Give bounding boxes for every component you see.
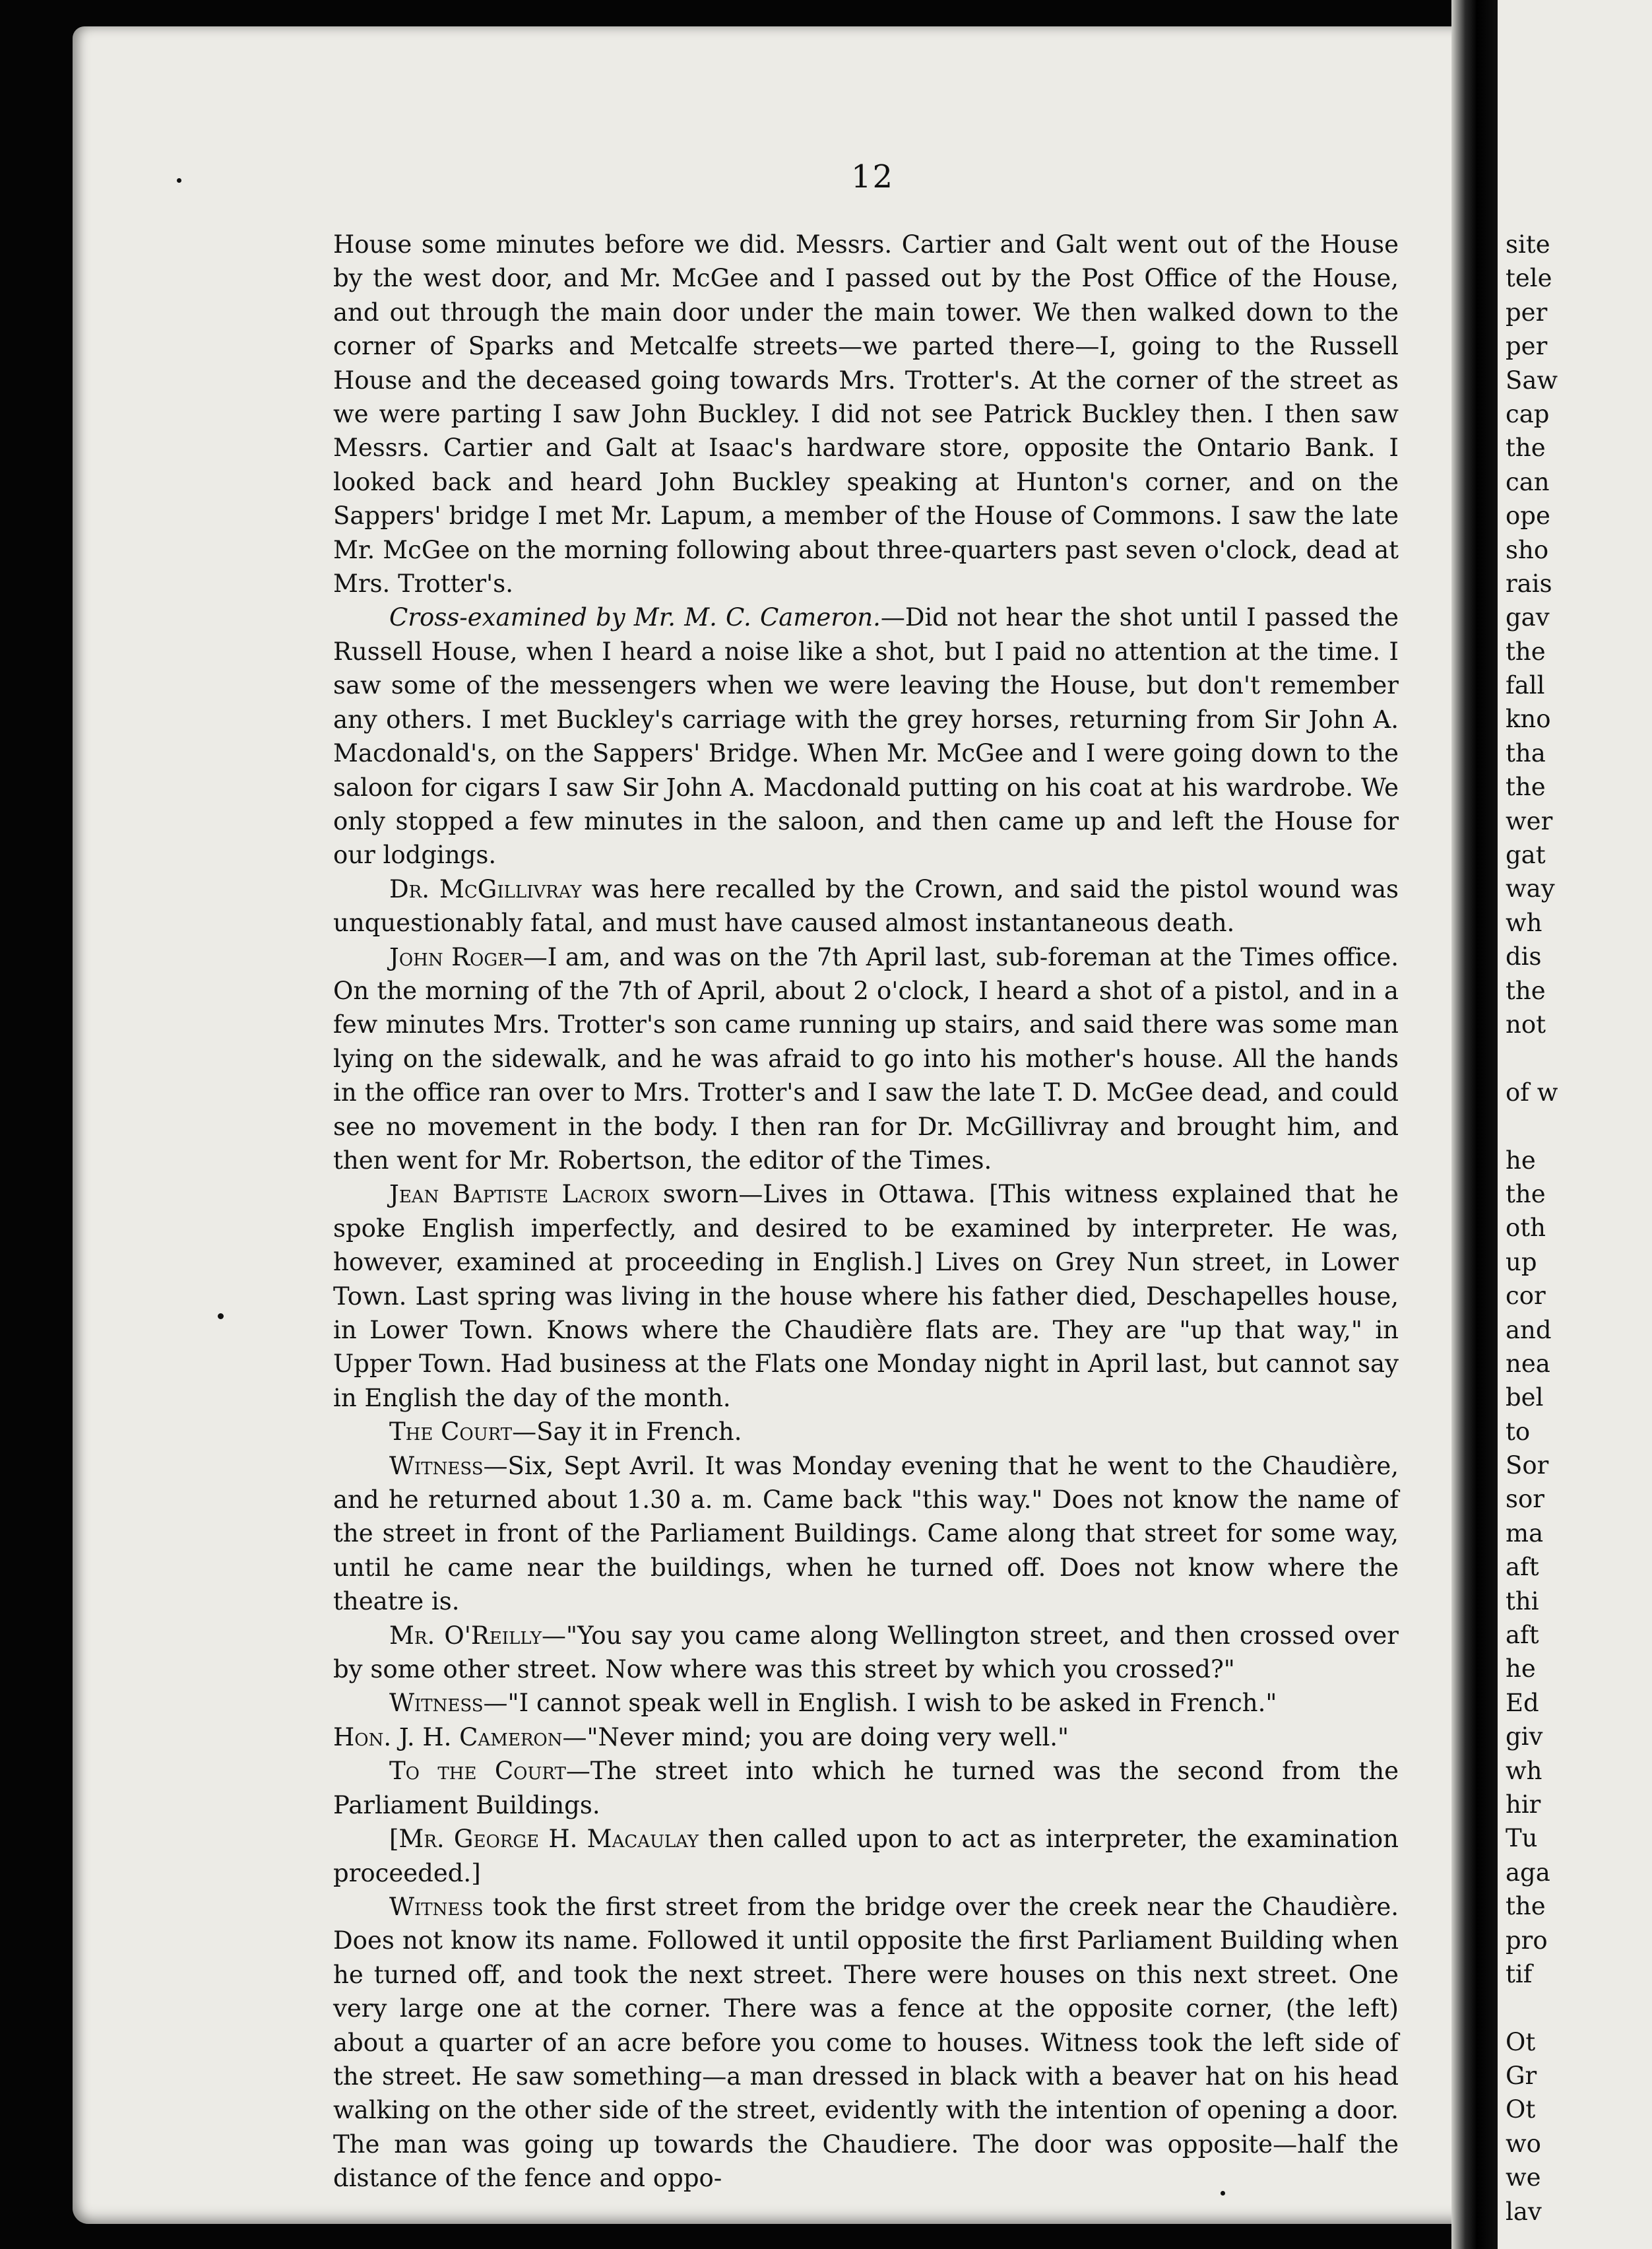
- adjacent-page-fragment: gav: [1506, 603, 1550, 632]
- paragraph-lead: Dr. McGillivray: [389, 874, 582, 903]
- adjacent-page-fragment: hir: [1506, 1790, 1541, 1819]
- paragraph-text: —"You say you came along Wellington street, and then crossed over by some other street. Now where was this street by which you crossed?": [333, 1621, 1399, 1684]
- page-number: 12: [851, 158, 895, 195]
- paragraph-text: House some minutes before we did. Messrs. Cartier and Galt went out of the House by the west door, and Mr. McGee and I passed out by the Post Office of the House, and out through the main door under the main tower. We then walked down to the corner of Sparks and Metcalfe streets—we parted there—I, going to the Russell House and the deceased going towards Mrs. Trotter's. At the corner of the street as we were parting I saw John Buckley. I did not see Patrick Buckley then. I then saw Messrs. Cartier and Galt at Isaac's hardware store, opposite the Ontario Bank. I looked back and heard John Buckley speaking at Hunton's corner, and on the Sappers' bridge I met Mr. Lapum, a member of the House of Commons. I saw the late Mr. McGee on the morning following about three-quarters past seven o'clock, dead at Mrs. Trotter's.: [333, 230, 1399, 599]
- paragraph-text: sworn—Lives in Ottawa. [This witness explained that he spoke English imperfectly, and desired to be examined by interpreter. He was, however, examined at proceeding in English.] Lives on Grey Nun street, in Lower Town. Last spring was living in the house where his father died, Deschapelles house, in Lower Town. Knows where the Chaudière flats are. They are "up that way," in Upper Town. Had business at the Flats one Monday night in April last, but cannot say in English the day of the month.: [333, 1180, 1399, 1412]
- adjacent-page-fragment: Sor: [1506, 1451, 1549, 1480]
- adjacent-page-fragment: sho: [1506, 535, 1549, 564]
- paragraph-lead: Cross-examined by Mr. M. C. Cameron.: [389, 603, 881, 632]
- adjacent-page-fragment: kno: [1506, 705, 1551, 734]
- adjacent-page-fragment: the: [1506, 976, 1546, 1005]
- paragraph-lead: To the Court: [389, 1757, 566, 1786]
- paragraph-text: —Did not hear the shot until I passed the Russell House, when I heard a noise like a shot, but I paid no attention at the time. I saw some of the messengers when we were leaving the House, but don't remember any others. I met Buckley's carriage with the grey horses, returning from Sir John A. Macdonald's, on the Sappers' Bridge. When Mr. McGee and I were going down to the saloon for cigars I saw Sir John A. Macdonald putting on his coat at his wardrobe. We only stopped a few minutes in the saloon, and then came up and left the House for our lodgings.: [333, 603, 1399, 870]
- adjacent-page-fragment: per: [1506, 332, 1548, 361]
- adjacent-page-fragment: the: [1506, 773, 1546, 802]
- paragraph: [333, 1415, 1399, 1449]
- adjacent-page-fragment: of w: [1506, 1078, 1558, 1107]
- adjacent-page-fragment: can: [1506, 467, 1550, 496]
- adjacent-page-fragment: the: [1506, 637, 1546, 666]
- adjacent-page-fragment: nea: [1506, 1349, 1550, 1378]
- adjacent-page-fragment: Tu: [1506, 1824, 1538, 1853]
- paragraph-text: —Six, Sept Avril. It was Monday evening that he went to the Chaudière, and he returned about 1.30 a. m. Came back "this way." Does not know the name of the street in front of the Parliament Buildings. Came along that street for some way, until he came near the buildings, when he turned off. Does not know where the theatre is.: [333, 1451, 1399, 1616]
- paragraph-lead: John Roger: [389, 942, 523, 971]
- adjacent-page-fragment: site: [1506, 230, 1550, 259]
- adjacent-page-fragment: cor: [1506, 1282, 1546, 1311]
- paragraph: [333, 228, 1399, 601]
- paragraph-text: —Say it in French.: [512, 1418, 742, 1447]
- adjacent-page-fragment: aft: [1506, 1553, 1539, 1582]
- paragraph: [333, 1890, 1399, 2196]
- adjacent-page-fragment: Ot: [1506, 2027, 1536, 2056]
- adjacent-page-fragment: giv: [1506, 1722, 1543, 1751]
- ink-speck: [1221, 2191, 1225, 2196]
- paragraph-text: then called upon to act as interpreter, the examination proceeded.]: [333, 1825, 1399, 1887]
- adjacent-page-fragment: thi: [1506, 1586, 1539, 1615]
- adjacent-page-fragment: Ed: [1506, 1688, 1539, 1717]
- paragraph: [333, 1754, 1399, 1822]
- adjacent-page-fragment: dis: [1506, 942, 1542, 971]
- adjacent-page-fragment: Gr: [1506, 2062, 1537, 2091]
- adjacent-page-fragment: we: [1506, 2163, 1541, 2192]
- paragraph: [333, 1720, 1399, 1754]
- adjacent-page-fragment: up: [1506, 1247, 1537, 1276]
- adjacent-page-fragment: wh: [1506, 908, 1542, 937]
- adjacent-page-fragment: pro: [1506, 1926, 1548, 1955]
- adjacent-page-fragment: the: [1506, 1179, 1546, 1208]
- binding-gutter: [1451, 0, 1498, 2249]
- adjacent-page-fragment: gat: [1506, 841, 1546, 870]
- adjacent-page-fragment: and: [1506, 1315, 1552, 1344]
- adjacent-page-fragment: oth: [1506, 1214, 1546, 1243]
- paragraph: [333, 1177, 1399, 1415]
- adjacent-page-fragment: [1506, 1991, 1651, 2025]
- adjacent-page-fragment: cap: [1506, 399, 1550, 428]
- adjacent-page-fragment: per: [1506, 298, 1548, 327]
- ink-speck: [177, 178, 181, 183]
- adjacent-page-fragment: he: [1506, 1146, 1536, 1175]
- adjacent-page-fragment: tif: [1506, 1959, 1533, 1988]
- adjacent-page-fragment: the: [1506, 434, 1546, 463]
- adjacent-page-fragment: Ot: [1506, 2095, 1536, 2124]
- adjacent-page-fragment: ma: [1506, 1518, 1544, 1548]
- adjacent-page-fragment: lav: [1506, 2197, 1542, 2226]
- paragraph: [333, 940, 1399, 1178]
- adjacent-page-fragment: way: [1506, 874, 1555, 903]
- adjacent-page-fragment: tele: [1506, 264, 1552, 293]
- paragraph-text: —The street into which he turned was the second from the Parliament Buildings.: [333, 1757, 1399, 1819]
- paragraph: [333, 601, 1399, 872]
- paragraph-text: took the first street from the bridge over the creek near the Chaudière. Does not know its name. Followed it until opposite the first Parliament Building when he turned off, and took the next street. There were houses on this next street. One very large one at the corner. There was a fence at the opposite corner, (the left) about a quarter of an acre before you come to houses. Witness took the left side of the street. He saw something—a man dressed in black with a beaver hat on his head walking on the other side of the street, evidently with the intention of opening a door. The man was going up towards the Chaudiere. The door was opposite—half the distance of the fence and oppo-: [333, 1892, 1399, 2193]
- body-text: [333, 228, 1399, 2196]
- paragraph-lead: Witness: [389, 1451, 484, 1480]
- adjacent-page-fragment: not: [1506, 1010, 1546, 1039]
- adjacent-page-fragment: [1506, 1041, 1651, 1075]
- ink-speck: [218, 1313, 224, 1319]
- adjacent-page-text: [1506, 228, 1651, 2229]
- paragraph: [333, 1686, 1399, 1720]
- adjacent-page-fragment: ope: [1506, 502, 1550, 531]
- adjacent-page-fragment: wer: [1506, 806, 1553, 835]
- paragraph: [333, 1822, 1399, 1890]
- paragraph-lead: Hon. J. H. Cameron: [333, 1722, 563, 1751]
- paragraph-lead: Witness: [389, 1892, 484, 1921]
- paragraph-lead: The Court: [389, 1418, 513, 1447]
- adjacent-page-fragment: bel: [1506, 1383, 1544, 1412]
- adjacent-page-fragment: wo: [1506, 2129, 1541, 2158]
- adjacent-page-fragment: to: [1506, 1417, 1531, 1446]
- adjacent-page-fragment: Saw: [1506, 366, 1558, 395]
- adjacent-page-fragment: the: [1506, 1892, 1546, 1921]
- paragraph-text: —I am, and was on the 7th April last, sub-foreman at the Times office. On the morning of the 7th of April, about 2 o'clock, I heard a shot of a pistol, and in a few minutes Mrs. Trotter's son came running up stairs, and said there was some man lying on the sidewalk, and he was afraid to go into his mother's house. All the hands in the office ran over to Mrs. Trotter's and I saw the late T. D. McGee dead, and could see no movement in the body. I then ran for Dr. McGillivray and brought him, and then went for Mr. Robertson, the editor of the Times.: [333, 942, 1399, 1175]
- paragraph-lead: Witness: [389, 1689, 484, 1718]
- adjacent-page-fragment: aga: [1506, 1858, 1550, 1887]
- paragraph: [333, 1449, 1399, 1619]
- adjacent-page-fragment: fall: [1506, 671, 1545, 700]
- paragraph-text: —"Never mind; you are doing very well.": [562, 1722, 1069, 1751]
- paragraph: [333, 1619, 1399, 1687]
- adjacent-page-fragment: rais: [1506, 569, 1552, 598]
- paragraph-lead: Mr. O'Reilly: [389, 1621, 542, 1650]
- paragraph: [333, 872, 1399, 940]
- paragraph-text: was here recalled by the Crown, and said the pistol wound was unquestionably fatal, and must have caused almost instantaneous death.: [333, 874, 1399, 938]
- adjacent-page-fragment: wh: [1506, 1756, 1542, 1785]
- adjacent-page-fragment: sor: [1506, 1485, 1544, 1514]
- adjacent-page-fragment: he: [1506, 1654, 1536, 1683]
- adjacent-page-fragment: aft: [1506, 1621, 1539, 1650]
- paragraph-text: —"I cannot speak well in English. I wish to be asked in French.": [483, 1689, 1277, 1718]
- adjacent-page-fragment: tha: [1506, 738, 1546, 767]
- adjacent-page-fragment: [1506, 1109, 1651, 1143]
- paragraph-lead: Jean Baptiste Lacroix: [389, 1180, 650, 1209]
- paragraph-lead: [Mr. George H. Macaulay: [389, 1825, 699, 1854]
